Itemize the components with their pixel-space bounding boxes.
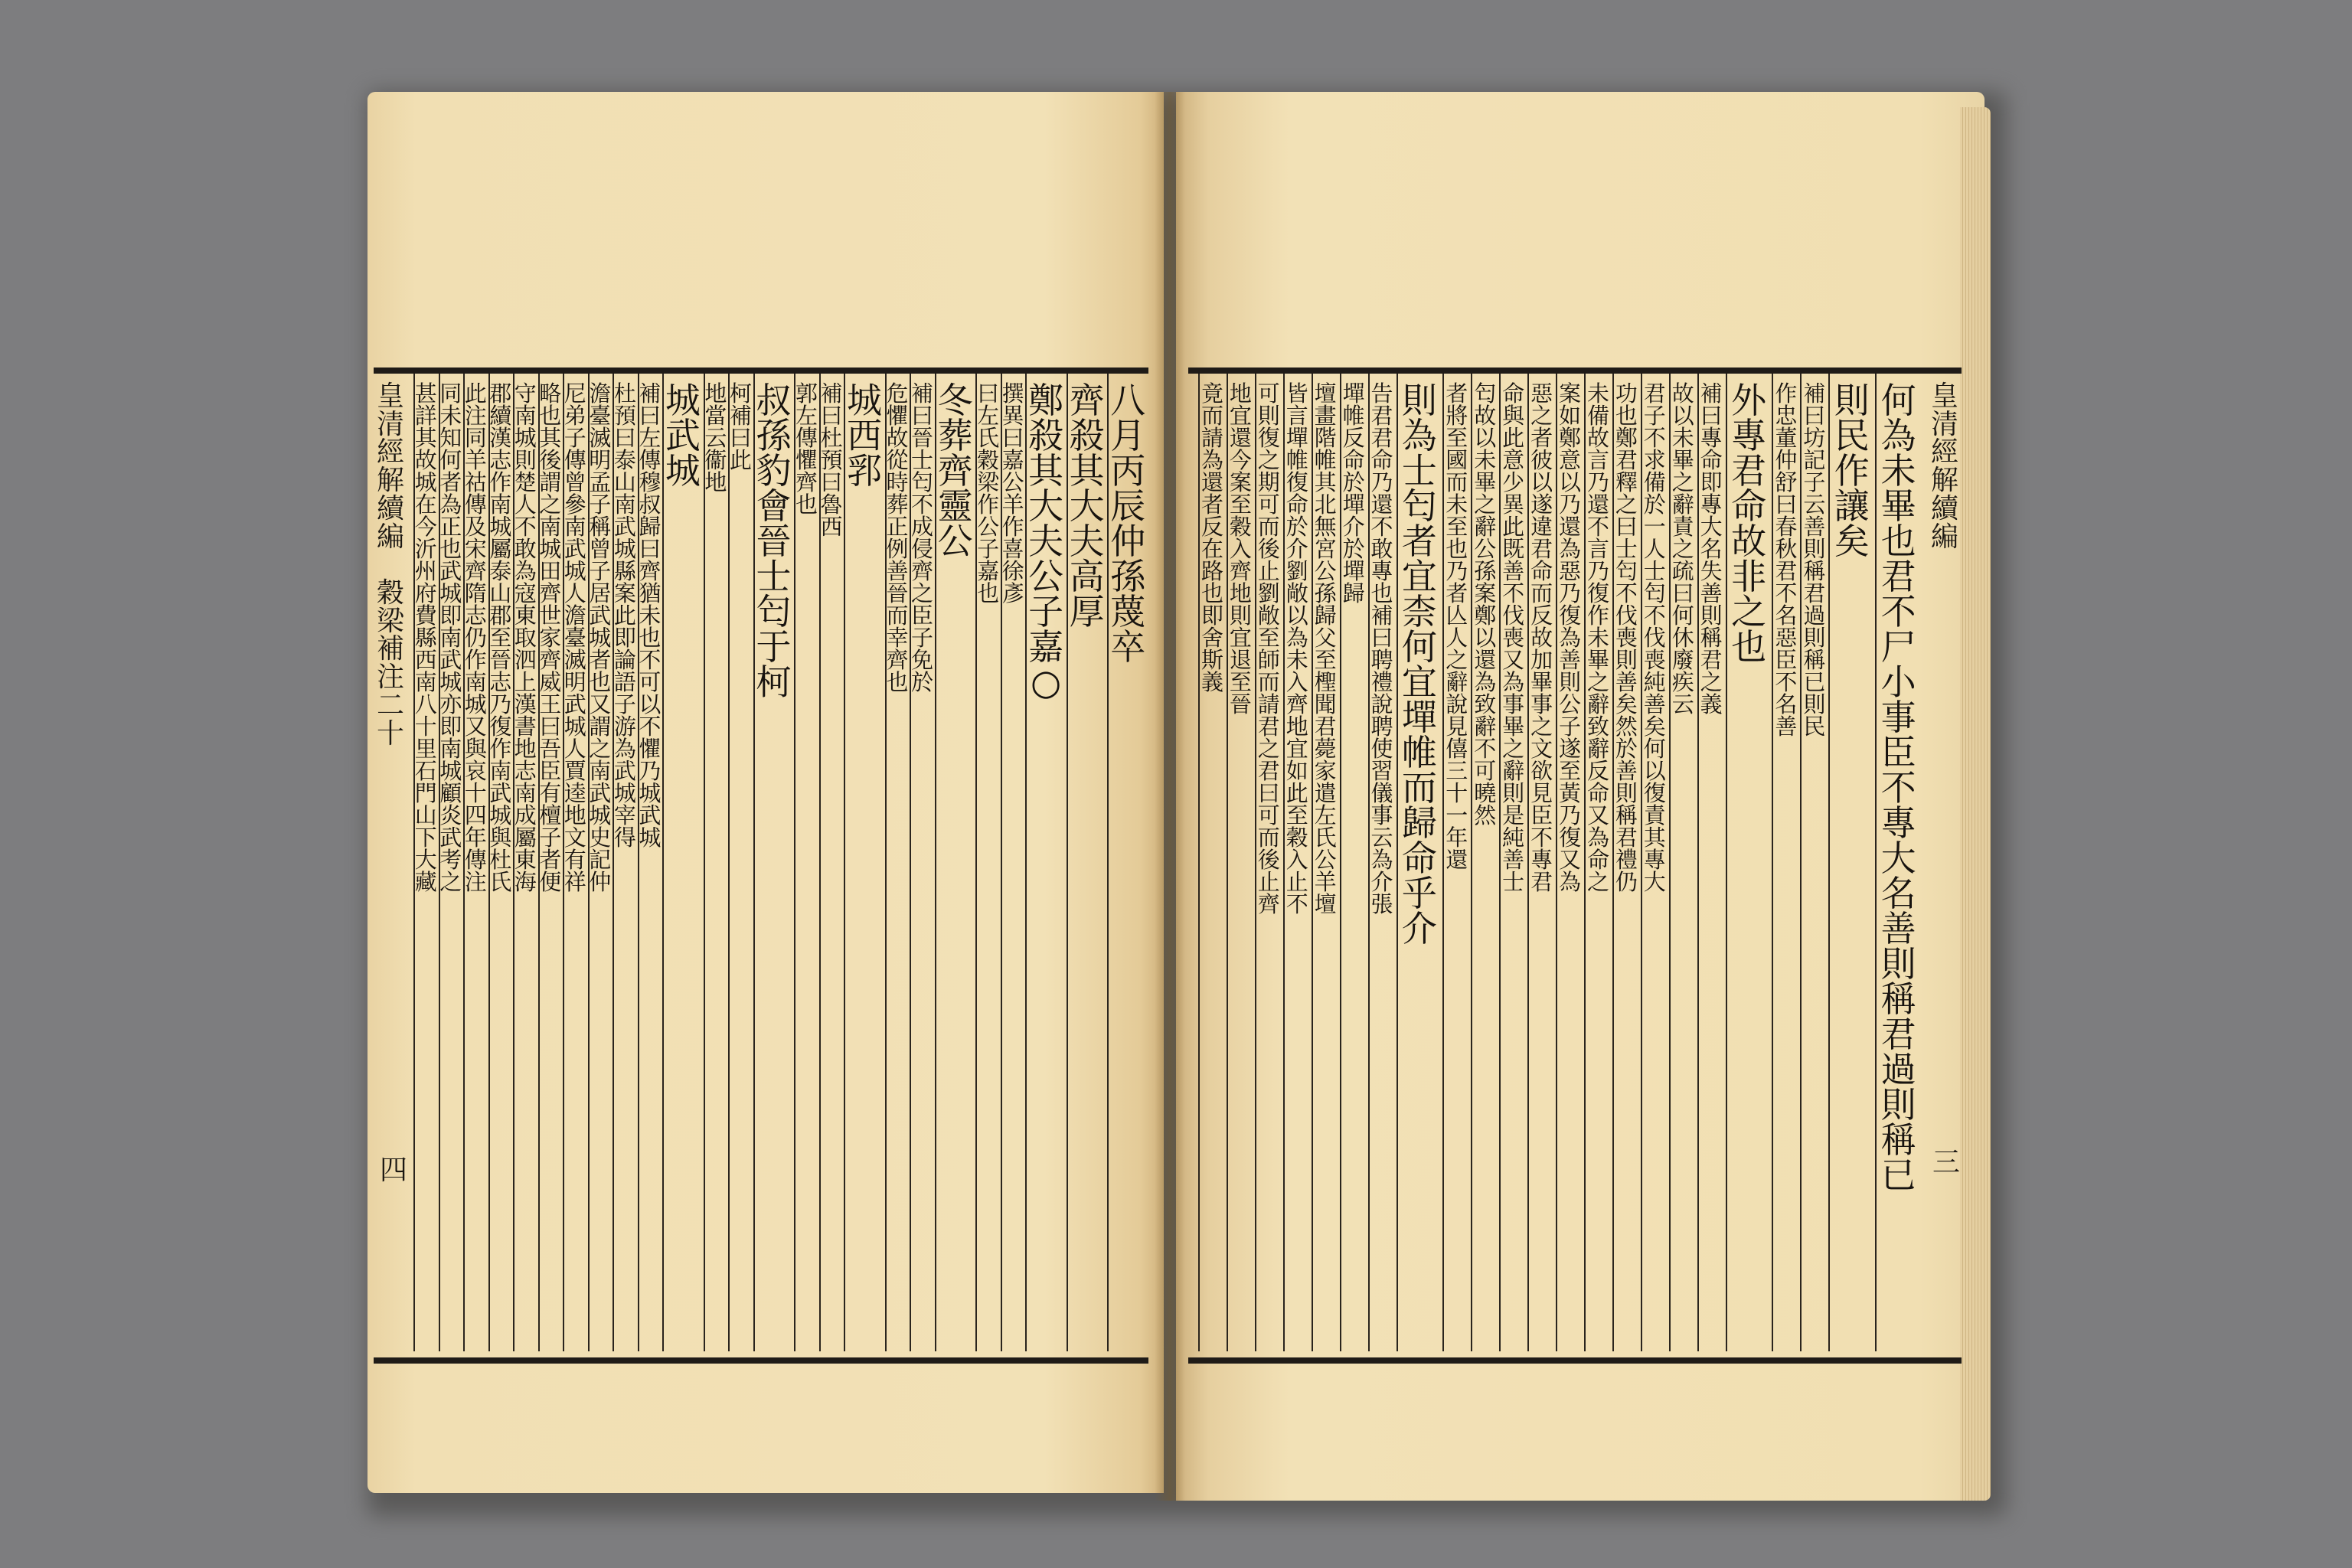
column-rule [538,374,540,1351]
column-rule [753,374,755,1351]
commentary-column: 此 注 同 羊 祜 傳 及 宋 齊 隋 志 仍 作 南 城 又 與 哀 十 四 年 傳 注 [464,381,487,895]
main-text-column: 則 為 士 匄 者 宜 柰 何 宜 墠 帷 而 歸 命 乎 介 [1401,380,1437,949]
column-rule [1828,374,1830,1351]
right-page-number: 三 [1932,1147,1961,1178]
commentary-column: 同 未 知 何 者 為 正 也 武 城 即 南 武 城 亦 即 南 城 顧 炎 武 考 之 [439,381,462,895]
main-text-column: 叔 孫 豹 會 晉 士 匄 于 柯 [756,380,792,703]
commentary-column: 者 將 至 國 而 未 至 也 乃 者 亾 人 之 辭 說 見 僖 三 十 一 年 還 [1446,381,1468,873]
commentary-column: 地 宜 還 今 案 至 穀 入 齊 地 則 宜 退 至 晉 [1229,381,1252,717]
column-rule [1772,374,1773,1351]
column-rule [1875,374,1877,1351]
column-rule [910,374,911,1351]
column-rule [1001,374,1002,1351]
column-rule [1669,374,1671,1351]
column-rule [1641,374,1642,1351]
commentary-column: 補 曰 左 傳 穆 叔 歸 曰 齊 猶 未 也 不 可 以 不 懼 乃 城 武 城 [639,381,662,851]
column-rule [819,374,821,1351]
commentary-column: 尼 弟 子 傳 曾 參 南 武 城 人 澹 臺 滅 明 武 城 人 賈 逵 地 文 有 祥 [564,381,586,895]
main-text-column: 齊 殺 其 大 夫 高 厚 [1069,380,1105,632]
main-text-column: 八 月 丙 辰 仲 孫 蔑 卒 [1110,380,1146,668]
main-text-column: 冬 葬 齊 靈 公 [937,380,973,562]
commentary-column: 澹 臺 滅 明 孟 子 稱 曾 子 居 武 城 者 也 又 謂 之 南 武 城 史 記 仲 [589,381,612,895]
column-rule [588,374,590,1351]
column-rule [1198,374,1200,1351]
right-centre-title: 皇 清 經 解 續 編 [1930,381,1958,553]
left-centre-title: 皇 清 經 解 續 編 穀 梁 補 注 二 十 [376,381,404,750]
commentary-column: 竟 而 請 為 還 者 反 在 路 也 即 舍 斯 義 [1200,381,1223,695]
commentary-column: 撰 異 曰 嘉 公 羊 作 喜 徐 彥 [1001,381,1024,606]
main-text-column: 城 武 城 [665,380,701,492]
main-text-column: 城 西 郛 [847,380,882,492]
column-rule [1025,374,1027,1351]
column-rule [612,374,614,1351]
column-rule [1340,374,1341,1351]
commentary-column: 墠 帷 反 命 於 墠 介 於 墠 歸 [1342,381,1365,606]
column-rule [1255,374,1256,1351]
column-rule [563,374,564,1351]
commentary-column: 補 曰 晉 士 匄 不 成 侵 齊 之 臣 子 免 於 [911,381,934,695]
column-rule [844,374,845,1351]
column-rule [638,374,639,1351]
commentary-column: 甚 詳 其 故 城 在 今 沂 州 府 費 縣 西 南 八 十 里 石 門 山 下 大 藏 [414,381,437,895]
commentary-column: 補 曰 杜 預 曰 魯 西 [820,381,843,540]
column-rule [1283,374,1285,1351]
commentary-column: 危 懼 故 從 時 葬 正 例 善 晉 而 幸 齊 也 [886,381,909,695]
column-rule [1556,374,1557,1351]
column-rule [794,374,795,1351]
column-rule [1726,374,1727,1351]
main-text-column: 何 為 未 畢 也 君 不 尸 小 事 臣 不 專 大 名 善 則 稱 君 過 則 稱 已 [1880,380,1916,1196]
column-rule [513,374,514,1351]
commentary-column: 匄 故 以 未 畢 之 辭 公 孫 案 鄭 以 還 為 致 辭 不 可 曉 然 [1474,381,1497,828]
column-rule [704,374,705,1351]
column-rule [1697,374,1699,1351]
commentary-column: 功 也 鄭 君 釋 之 曰 士 匄 不 伐 喪 則 善 矣 然 於 善 則 稱 君 禮 仍 [1615,381,1638,895]
commentary-column: 略 也 其 後 謂 之 南 城 田 齊 世 家 齊 威 王 曰 吾 臣 有 檀 子 者 便 [539,381,562,895]
main-text-column: 外 專 君 命 故 非 之 也 [1731,380,1767,668]
column-rule [1584,374,1586,1351]
commentary-column: 君 子 不 求 備 於 一 人 士 匄 不 伐 喪 純 善 矣 何 以 復 責 其 專 大 [1643,381,1666,895]
commentary-column: 守 南 城 則 楚 人 不 敢 為 寇 東 取 泗 上 漢 書 地 志 南 成 屬 東 海 [514,381,537,895]
left-page-number: 四 [380,1155,408,1186]
column-rule [1800,374,1802,1351]
commentary-column: 壇 畫 階 帷 其 北 無 宮 公 孫 歸 父 至 檉 聞 君 薨 家 遣 左 氏 公 羊 壇 [1314,381,1337,917]
commentary-column: 告 君 君 命 乃 還 不 敢 專 也 補 曰 聘 禮 說 聘 使 習 儀 事 云 為 介 張 [1370,381,1393,917]
commentary-column: 杜 預 曰 泰 山 南 武 城 縣 案 此 即 論 語 子 游 為 武 城 宰 得 [613,381,636,851]
column-rule [1527,374,1529,1351]
column-rule [413,374,415,1351]
column-rule [1471,374,1472,1351]
column-rule [1227,374,1228,1351]
column-rule [662,374,664,1351]
column-rule [1499,374,1501,1351]
column-rule [1067,374,1068,1351]
commentary-column: 可 則 復 之 期 可 而 後 止 劉 敞 至 師 而 請 君 之 君 曰 可 而 後 止 齊 [1257,381,1280,917]
commentary-column: 故 以 未 畢 之 辭 責 之 疏 曰 何 休 廢 疾 云 [1671,381,1694,717]
commentary-column: 補 曰 專 命 即 專 大 名 失 善 則 稱 君 之 義 [1700,381,1723,717]
commentary-column: 未 備 故 言 乃 還 不 言 乃 復 作 未 畢 之 辭 致 辭 反 命 又 為 命 之 [1586,381,1609,895]
column-rule [1612,374,1614,1351]
commentary-column: 郭 左 傳 懼 齊 也 [795,381,818,518]
main-text-column: 則 民 作 讓 矣 [1834,380,1870,562]
book-gutter [1155,92,1185,1501]
commentary-column: 曰 左 氏 穀 梁 作 公 子 嘉 也 [977,381,1000,606]
column-rule [463,374,465,1351]
column-rule [439,374,440,1351]
main-text-column: 鄭 殺 其 大 夫 公 子 嘉 ○ [1028,380,1064,703]
column-rule [1368,374,1370,1351]
column-rule [975,374,977,1351]
column-rule [935,374,936,1351]
column-rule [1312,374,1313,1351]
column-rule [728,374,730,1351]
commentary-column: 地 當 云 衞 地 [704,381,727,495]
column-rule [1442,374,1444,1351]
page-edges [1960,107,1991,1501]
commentary-column: 命 與 此 意 少 異 此 既 善 不 伐 喪 又 為 事 畢 之 辭 則 是 純 善 士 [1502,381,1525,895]
column-rule [1107,374,1109,1351]
commentary-column: 皆 言 墠 帷 復 命 於 介 劉 敞 以 為 未 入 齊 地 宜 如 此 至 穀 入 止 不 [1285,381,1308,917]
commentary-column: 補 曰 坊 記 子 云 善 則 稱 君 過 則 稱 已 則 民 [1803,381,1826,740]
commentary-column: 惡 之 者 彼 以 遂 違 君 命 而 反 故 加 畢 事 之 文 欲 見 臣 不 專 君 [1530,381,1553,895]
commentary-column: 郡 續 漢 志 作 南 城 屬 泰 山 郡 至 晉 志 乃 復 作 南 武 城 與 杜 氏 [489,381,512,895]
column-rule [1396,374,1398,1351]
commentary-column: 案 如 鄭 意 以 乃 還 為 惡 乃 復 為 善 則 公 子 遂 至 黃 乃 復 又 為 [1559,381,1582,895]
column-rule [885,374,887,1351]
commentary-column: 作 忠 董 仲 舒 曰 春 秋 君 不 名 惡 臣 不 名 善 [1775,381,1798,740]
commentary-column: 柯 補 曰 此 [729,381,752,473]
column-rule [488,374,490,1351]
